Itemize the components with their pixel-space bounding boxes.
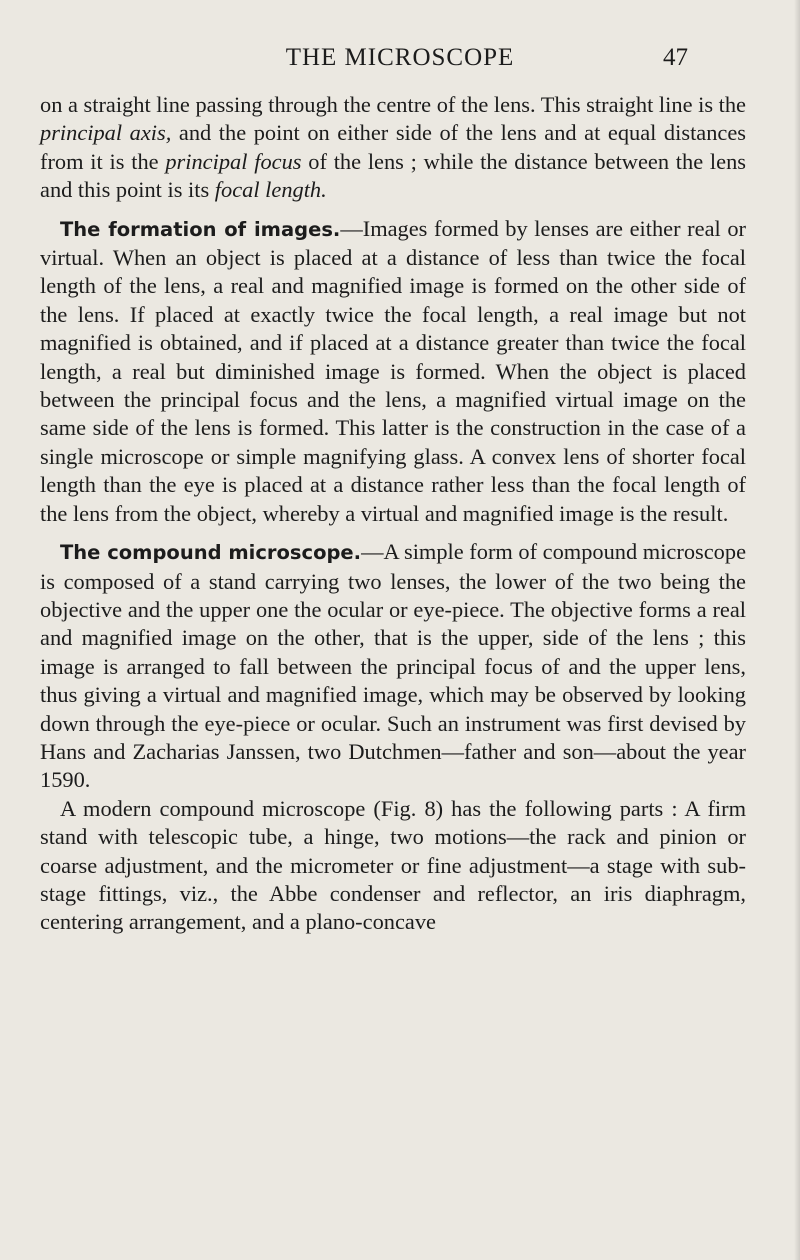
paragraph-formation-of-images <box>40 215 746 528</box>
paragraph-text: —Images formed by lenses are either real or virtual. When an object is placed at a distance of less than twice the focal length of the lens, a real and magnified image is formed on the other side of the lens. If placed at exactly twice the focal length, a real image but not magnified is obtained, and if placed at a distance greater than twice the focal length, a real but diminished image is formed. When the object is placed between the principal focus and the lens, a magnified virtual image on the same side of the lens is formed. This latter is the construction in the case of a single microscope or simple magnifying glass. A convex lens of shorter focal length than the eye is placed at a distance rather less than the focal length of the lens from the object, whereby a virtual and magnified image is the result. <box>40 215 746 526</box>
paragraph-text: —A simple form of compound microscope is composed of a stand carrying two lenses, the lower of the two being the objective and the upper one the ocular or eye-piece. The objective forms a real and magnified image on the other, that is the upper, side of the lens ; this image is arranged to fall between the principal focus of and the upper lens, thus giving a virtual and magnified image, which may be observed by looking down through the eye-piece or ocular. Such an instrument was first devised by Hans and Zacharias Janssen, two Dutchmen—father and son—about the year 1590. <box>40 539 747 793</box>
body-text <box>40 91 746 937</box>
section-heading-formation-of-images: The formation of images. <box>60 217 341 241</box>
paragraph-text: A modern compound microscope (Fig. 8) has the following parts : A firm stand with telescopic tube, a hinge, two motions—the rack and pinion or coarse adjustment, and the micrometer or fine adjustment—a stage with sub-stage fittings, viz., the Abbe condenser and reflector, an iris diaphragm, centering arrangement, and a plano-concave <box>40 795 746 935</box>
term-principal-axis: principal axis, <box>40 120 172 146</box>
term-focal-length: focal length. <box>214 177 327 203</box>
paragraph-text: on a straight line passing through the centre of the lens. This straight line is the <box>40 92 746 117</box>
paragraph-modern-microscope <box>40 795 746 937</box>
paragraph-text: and the point on either side of the lens and at equal distances from it is the <box>40 120 747 174</box>
page-edge-shadow <box>794 0 800 1260</box>
section-heading-compound-microscope: The compound microscope. <box>60 541 362 565</box>
paragraph-principal-axis <box>40 91 746 205</box>
running-head <box>0 44 800 80</box>
running-head-title: THE MICROSCOPE <box>285 44 515 71</box>
paragraph-text: of the lens ; while the distance between the lens and this point is its <box>40 148 746 203</box>
term-principal-focus: principal focus <box>165 148 302 174</box>
paragraph-compound-microscope <box>40 538 746 795</box>
page-number: 47 <box>663 44 688 71</box>
